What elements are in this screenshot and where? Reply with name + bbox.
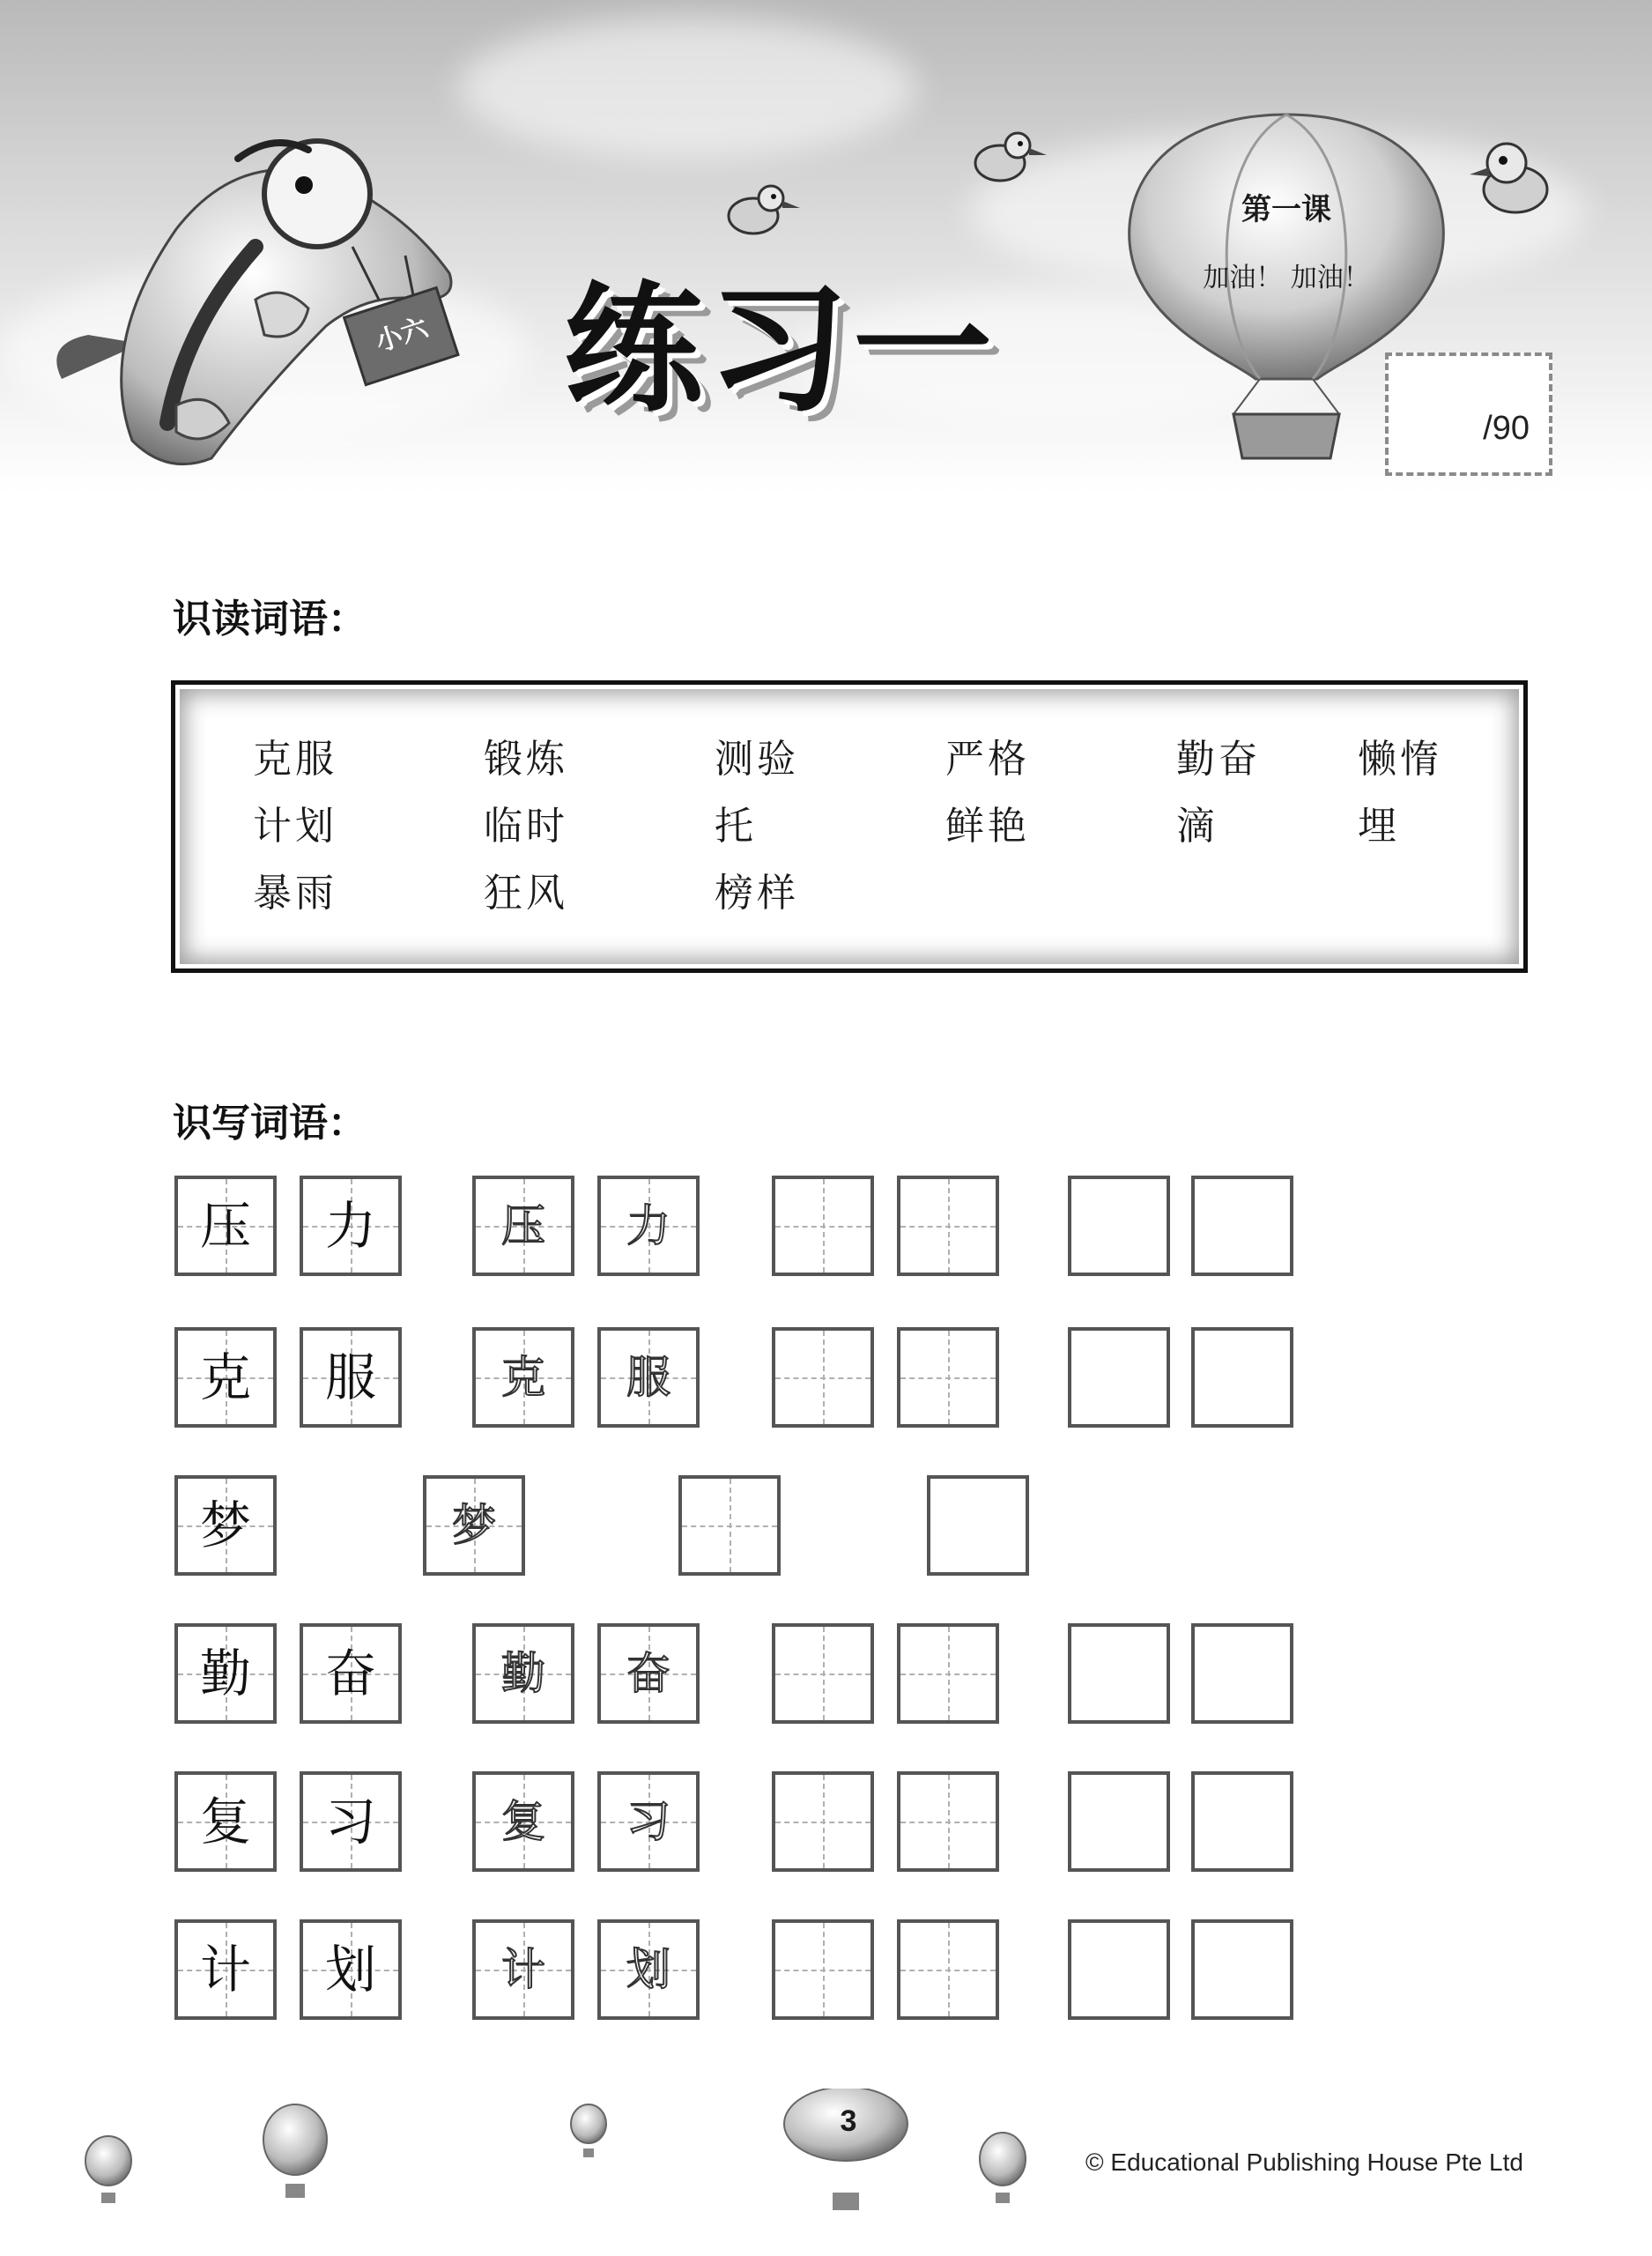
reading-word: 临时 bbox=[484, 804, 568, 849]
tracing-character-cell bbox=[472, 1327, 574, 1428]
practice-cell-blank[interactable] bbox=[1191, 1623, 1293, 1724]
reading-word: 勤奋 bbox=[1176, 737, 1261, 782]
reading-word: 托 bbox=[715, 804, 757, 849]
reading-word: 滴 bbox=[1176, 804, 1219, 849]
tracing-character-cell bbox=[597, 1623, 700, 1724]
mascot-sign-text: 小六 bbox=[372, 312, 433, 359]
page-title: 练习一 bbox=[564, 269, 997, 431]
tracing-character: 梦 bbox=[452, 1500, 496, 1551]
tracing-character: 复 bbox=[501, 1796, 545, 1847]
practice-cell-with-guides[interactable] bbox=[772, 1623, 874, 1724]
model-character-cell bbox=[174, 1919, 277, 2020]
guide-line bbox=[948, 1179, 950, 1273]
reading-word: 严格 bbox=[945, 737, 1030, 782]
practice-cell-with-guides[interactable] bbox=[897, 1176, 999, 1276]
tracing-character-cell bbox=[597, 1919, 700, 2020]
practice-cell-with-guides[interactable] bbox=[897, 1919, 999, 2020]
practice-cell-with-guides[interactable] bbox=[772, 1327, 874, 1428]
guide-line bbox=[948, 1627, 950, 1720]
tracing-character-cell bbox=[423, 1475, 525, 1576]
tracing-character-cell bbox=[472, 1623, 574, 1724]
score-total: /90 bbox=[1483, 410, 1530, 447]
model-character: 奋 bbox=[324, 1644, 376, 1703]
model-character: 习 bbox=[324, 1792, 376, 1852]
model-character: 服 bbox=[324, 1347, 376, 1407]
reading-word: 狂风 bbox=[484, 871, 568, 916]
tracing-character: 压 bbox=[501, 1200, 545, 1251]
model-character-cell bbox=[300, 1919, 402, 2020]
cheer-label: 加油！ 加油！ bbox=[1203, 263, 1370, 293]
guide-line bbox=[823, 1775, 825, 1868]
model-character: 克 bbox=[199, 1347, 251, 1407]
model-character-cell bbox=[174, 1623, 277, 1724]
model-character-cell bbox=[174, 1327, 277, 1428]
reading-word: 埋 bbox=[1358, 804, 1400, 849]
tracing-character-cell bbox=[472, 1919, 574, 2020]
practice-cell-with-guides[interactable] bbox=[772, 1176, 874, 1276]
practice-cell-with-guides[interactable] bbox=[772, 1771, 874, 1872]
practice-cell-with-guides[interactable] bbox=[897, 1327, 999, 1428]
reading-word: 测验 bbox=[715, 737, 799, 782]
practice-cell-with-guides[interactable] bbox=[897, 1623, 999, 1724]
reading-word: 克服 bbox=[253, 737, 337, 782]
practice-cell-blank[interactable] bbox=[1068, 1771, 1170, 1872]
writing-section-title: 识写词语： bbox=[173, 1101, 367, 1146]
model-character: 计 bbox=[199, 1940, 251, 2000]
model-character-cell bbox=[174, 1176, 277, 1276]
guide-line bbox=[823, 1627, 825, 1720]
tracing-character: 力 bbox=[626, 1200, 670, 1251]
practice-cell-blank[interactable] bbox=[1068, 1623, 1170, 1724]
practice-cell-blank[interactable] bbox=[927, 1475, 1029, 1576]
tracing-character-cell bbox=[472, 1176, 574, 1276]
practice-cell-with-guides[interactable] bbox=[678, 1475, 781, 1576]
reading-word: 锻炼 bbox=[484, 737, 568, 782]
tracing-character: 习 bbox=[626, 1796, 670, 1847]
tracing-character-cell bbox=[597, 1176, 700, 1276]
tracing-character: 勤 bbox=[501, 1648, 545, 1699]
guide-line bbox=[823, 1179, 825, 1273]
model-character: 力 bbox=[324, 1196, 376, 1256]
tracing-character: 划 bbox=[626, 1944, 670, 1995]
guide-line bbox=[948, 1331, 950, 1424]
model-character-cell bbox=[300, 1327, 402, 1428]
practice-cell-blank[interactable] bbox=[1068, 1176, 1170, 1276]
reading-word: 懒惰 bbox=[1358, 737, 1442, 782]
reading-word: 鲜艳 bbox=[945, 804, 1030, 849]
practice-cell-blank[interactable] bbox=[1191, 1771, 1293, 1872]
tracing-character-cell bbox=[597, 1771, 700, 1872]
tracing-character: 奋 bbox=[626, 1648, 670, 1699]
reading-word: 计划 bbox=[253, 804, 337, 849]
reading-word: 榜样 bbox=[715, 871, 799, 916]
tracing-character: 服 bbox=[626, 1352, 670, 1403]
reading-section-title: 识读词语： bbox=[173, 597, 367, 642]
guide-line bbox=[823, 1923, 825, 2016]
guide-line bbox=[730, 1479, 731, 1572]
practice-cell-blank[interactable] bbox=[1191, 1176, 1293, 1276]
model-character: 梦 bbox=[199, 1495, 251, 1555]
lesson-label: 第一课 bbox=[1241, 192, 1331, 227]
guide-line bbox=[823, 1331, 825, 1424]
practice-cell-blank[interactable] bbox=[1191, 1919, 1293, 2020]
model-character: 压 bbox=[199, 1196, 251, 1256]
model-character-cell bbox=[174, 1475, 277, 1576]
practice-cell-blank[interactable] bbox=[1191, 1327, 1293, 1428]
practice-cell-with-guides[interactable] bbox=[897, 1771, 999, 1872]
model-character-cell bbox=[174, 1771, 277, 1872]
guide-line bbox=[948, 1775, 950, 1868]
reading-word: 暴雨 bbox=[253, 871, 337, 916]
tracing-character: 克 bbox=[501, 1352, 545, 1403]
practice-cell-blank[interactable] bbox=[1068, 1919, 1170, 2020]
model-character: 勤 bbox=[199, 1644, 251, 1703]
model-character-cell bbox=[300, 1623, 402, 1724]
tracing-character-cell bbox=[597, 1327, 700, 1428]
model-character-cell bbox=[300, 1771, 402, 1872]
model-character-cell bbox=[300, 1176, 402, 1276]
model-character: 复 bbox=[199, 1792, 251, 1852]
model-character: 划 bbox=[324, 1940, 376, 2000]
copyright-notice: © Educational Publishing House Pte Ltd bbox=[1085, 2148, 1523, 2176]
guide-line bbox=[948, 1923, 950, 2016]
practice-cell-with-guides[interactable] bbox=[772, 1919, 874, 2020]
tracing-character: 计 bbox=[501, 1944, 545, 1995]
page-number: 3 bbox=[840, 2104, 857, 2138]
tracing-character-cell bbox=[472, 1771, 574, 1872]
practice-cell-blank[interactable] bbox=[1068, 1327, 1170, 1428]
